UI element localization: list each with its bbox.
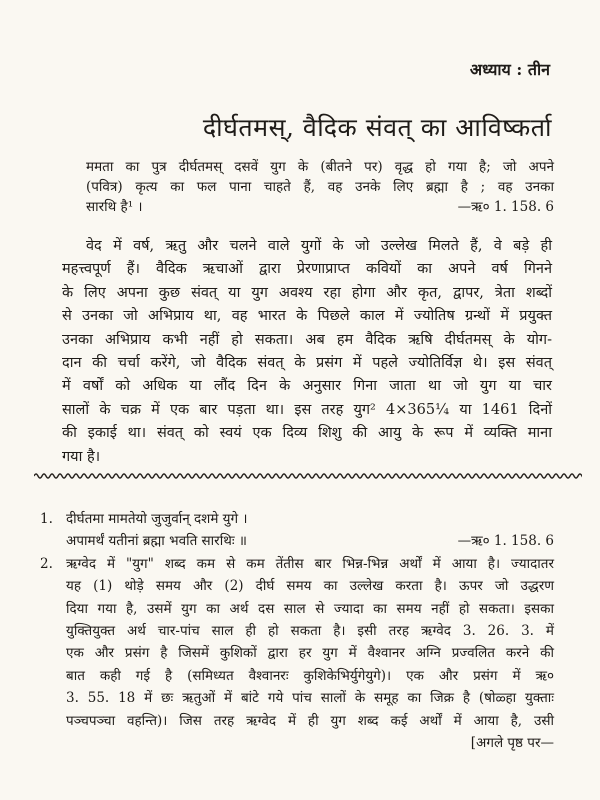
body-line: उनका अभिप्राय कभी नहीं हो सकता। अब हम वैदिक ऋषि दीर्घतमस् के योग- <box>62 331 552 348</box>
body-line: वेद में वर्ष, ऋतु और चलने वाले युगों के जो उल्लेख मिलते हैं, वे बड़े ही <box>86 238 552 254</box>
continued-note: [अगले पृष्ठ पर— <box>470 735 554 752</box>
footnote-line: 3. 55. 18 में छः ऋतुओं में बांटे गये पांच सालों के समूह का जिक्र है (षोळ्हा युक्ताः <box>66 690 554 707</box>
body-line: सालों के चक्र में एक बार पड़ता था। इस तरह युग² 4×365¼ या 1461 दिनों <box>62 401 552 418</box>
footnote-line: बात कही गई है (समिध्यत वैश्वानरः कुशिकेभिर्युगेयुगे)। एक और प्रसंग में ऋ० <box>66 667 554 684</box>
footnote-line: पञ्चपञ्चा वहन्ति)। जिस तरह ऋग्वेद में ही युग शब्द कई अर्थों में आया है, उसी <box>66 712 554 729</box>
epigraph <box>86 157 554 217</box>
footnote-2 <box>40 553 554 755</box>
footnote-line: यह (1) थोड़े समय और (2) दीर्घ समय का उल्लेख करता है। ऊपर जो उद्धरण <box>66 578 554 595</box>
footnote-number: 1. <box>40 511 53 527</box>
footnote-line: युक्तियुक्त अर्थ चार-पांच साल ही हो सकता है। इसी तरह ऋग्वेद 3. 26. 3. में <box>66 623 554 640</box>
body-line: दान की चर्चा करेंगे, जो वैदिक संवत् के प्रसंग में पहले ज्योतिर्विज्ञ थे। इस संवत् <box>62 355 552 372</box>
body-line: में वर्षों को अधिक या लौंद दिन के अनुसार गिना जाता था जो युग या चार <box>62 378 552 395</box>
body-line: महत्त्वपूर्ण हैं। वैदिक ऋचाओं द्वारा प्रेरणाप्राप्त कवियों का अपने वर्ष गिनने <box>62 261 552 278</box>
epigraph-line: ममता का पुत्र दीर्घतमस् दसवें युग के (बीतने पर) वृद्ध हो गया है; जो अपने <box>86 159 554 175</box>
footnote-reference: —ऋ० 1. 158. 6 <box>457 533 554 550</box>
epigraph-line: (पवित्र) कृत्य का फल पाना चाहते हैं, वह उनके लिए ब्रह्मा है ; वह उनका <box>86 179 554 195</box>
footnote-number: 2. <box>40 555 53 572</box>
footnote-line: ऋग्वेद में "युग" शब्द कम से कम तेंतीस बार भिन्न-भिन्न अर्थों में आया है। ज्यादातर <box>66 555 554 572</box>
footnote-line: अपामर्थं यतीनां ब्रह्मा भवति सारथिः ॥ <box>66 533 247 550</box>
body-line: की इकाई था। संवत् को स्वयं एक दिव्य शिशु की आयु के रूप में व्यक्ति माना <box>62 425 552 442</box>
epigraph-reference: —ऋ० 1. 158. 6 <box>457 199 554 215</box>
body-line: से उनका जो अभिप्राय था, वह भारत के पिछले काल में ज्योतिष ग्रन्थों में प्रयुक्त <box>62 308 552 325</box>
footnote-1 <box>40 508 554 553</box>
chapter-label: अध्याय : तीन <box>469 60 550 79</box>
footnote-line: दिया गया है, उसमें युग का अर्थ दस साल से ज्यादा का समय नहीं हो सकता। इसका <box>66 600 554 617</box>
epigraph-line: सारथि है¹ । <box>86 199 143 215</box>
body-line: गया है। <box>62 448 101 465</box>
footnotes <box>40 508 554 754</box>
body-paragraph <box>62 235 552 469</box>
chapter-title: दीर्घतमस्, वैदिक संवत् का आविष्कर्ता <box>202 113 552 142</box>
footnote-line: एक और प्रसंग है जिसमें कुशिकों द्वारा हर युग में वैश्वानर अग्नि प्रज्वलित करने की <box>66 645 554 662</box>
wavy-divider <box>34 470 582 482</box>
footnote-line: दीर्घतमा मामतेयो जुजुर्वान् दशमे युगे । <box>66 511 248 527</box>
body-line: के लिए अपना कुछ संवत् या युग अवश्य रहा होगा और कृत, द्वापर, त्रेता शब्दों <box>62 284 552 301</box>
